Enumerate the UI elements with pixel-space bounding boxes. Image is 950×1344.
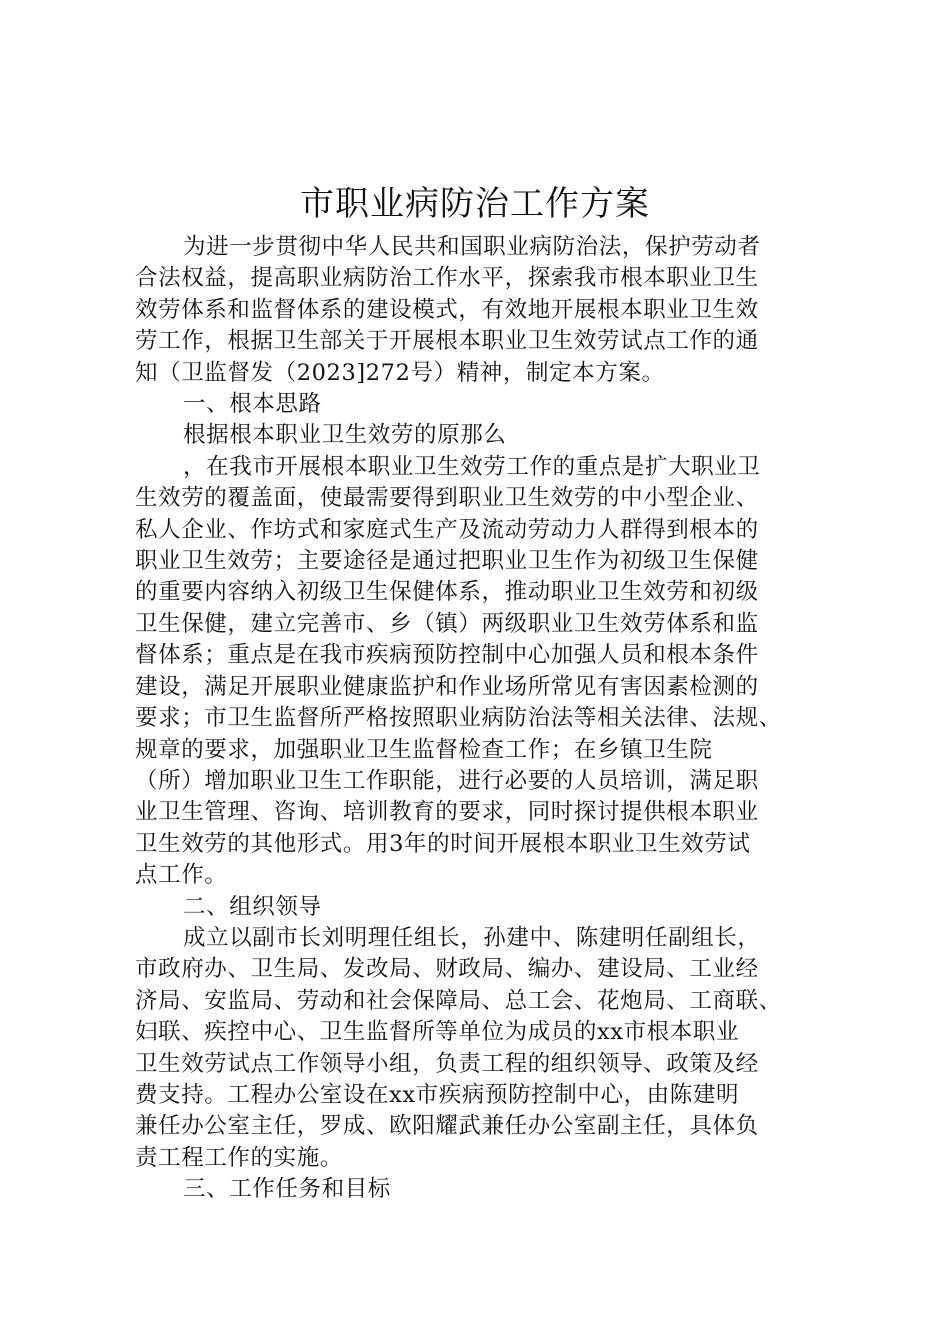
body-line: 市政府办、卫生局、发改局、财政局、编办、建设局、工业经 bbox=[135, 956, 759, 983]
body-line: 业卫生管理、咨询、培训教育的要求，同时探讨提供根本职业 bbox=[135, 799, 759, 826]
body-line: 生效劳的覆盖面，使最需要得到职业卫生效劳的中小型企业、 bbox=[135, 485, 759, 512]
body-line: 三、工作任务和目标 bbox=[183, 1176, 391, 1203]
document-title: 市职业病防治工作方案 bbox=[300, 184, 650, 224]
body-line: 合法权益，提高职业病防治工作水平，探索我市根本职业卫生 bbox=[135, 265, 759, 292]
body-line: 为进一步贯彻中华人民共和国职业病防治法，保护劳动者 bbox=[183, 234, 761, 260]
body-line: ，在我市开展根本职业卫生效劳工作的重点是扩大职业卫 bbox=[183, 453, 761, 480]
body-line: 的重要内容纳入初级卫生保健体系，推动职业卫生效劳和初级 bbox=[135, 579, 759, 606]
body-line: 建设，满足开展职业健康监护和作业场所常见有害因素检测的 bbox=[135, 673, 759, 700]
body-line: 一、根本思路 bbox=[183, 391, 322, 418]
body-line: 二、组织领导 bbox=[183, 893, 322, 920]
body-line: 督体系；重点是在我市疾病预防控制中心加强人员和根本条件 bbox=[135, 642, 759, 669]
body-line: 根据根本职业卫生效劳的原那么 bbox=[183, 422, 507, 449]
body-line: （所）增加职业卫生工作职能，进行必要的人员培训，满足职 bbox=[135, 767, 759, 794]
body-line: 成立以副市长刘明理任组长，孙建中、陈建明任副组长， bbox=[183, 924, 761, 951]
body-line: 私人企业、作坊式和家庭式生产及流动劳动力人群得到根本的 bbox=[135, 516, 759, 543]
document-body bbox=[135, 232, 835, 1206]
body-line: 妇联、疾控中心、卫生监督所等单位为成员的xx市根本职业 bbox=[135, 1019, 740, 1046]
body-line: 点工作。 bbox=[135, 862, 228, 889]
body-line: 效劳体系和监督体系的建设模式，有效地开展根本职业卫生效 bbox=[135, 296, 759, 323]
body-line: 济局、安监局、劳动和社会保障局、总工会、花炮局、工商联、 bbox=[135, 987, 782, 1014]
body-line: 责工程工作的实施。 bbox=[135, 1144, 343, 1171]
body-line: 卫生效劳的其他形式。用3年的时间开展根本职业卫生效劳试 bbox=[135, 830, 751, 857]
body-line: 卫生保健，建立完善市、乡（镇）两级职业卫生效劳体系和监 bbox=[135, 610, 759, 637]
body-line: 卫生效劳试点工作领导小组，负责工程的组织领导、政策及经 bbox=[135, 1050, 759, 1077]
body-line: 要求；市卫生监督所严格按照职业病防治法等相关法律、法规、 bbox=[135, 705, 782, 732]
body-line: 职业卫生效劳；主要途径是通过把职业卫生作为初级卫生保健 bbox=[135, 548, 759, 575]
body-line: 费支持。工程办公室设在xx市疾病预防控制中心，由陈建明 bbox=[135, 1081, 740, 1108]
body-line: 兼任办公室主任，罗成、欧阳耀武兼任办公室副主任，具体负 bbox=[135, 1113, 759, 1140]
body-line: 知（卫监督发（2023]272号）精神，制定本方案。 bbox=[135, 359, 665, 386]
body-line: 规章的要求，加强职业卫生监督检查工作；在乡镇卫生院 bbox=[135, 736, 713, 763]
body-line: 劳工作，根据卫生部关于开展根本职业卫生效劳试点工作的通 bbox=[135, 328, 759, 355]
